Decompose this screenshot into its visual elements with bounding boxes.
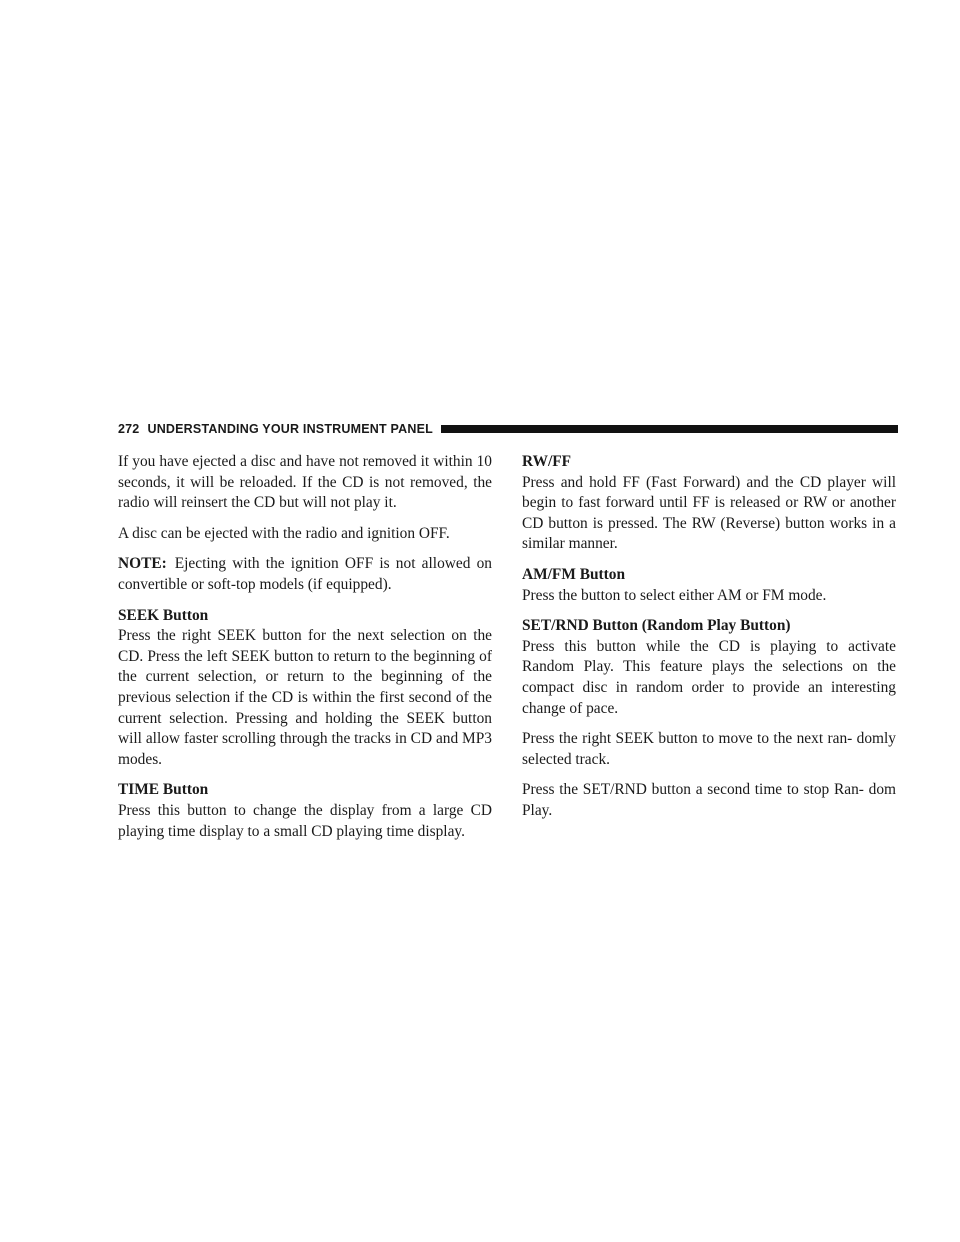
note-paragraph	[118, 554, 492, 595]
time-text: Press this button to change the display from a large CD playing time display to a small CD playing time display.	[118, 801, 492, 840]
rwff-heading: RW/FF	[522, 453, 572, 470]
page-number: 272	[118, 422, 140, 436]
page-header	[118, 420, 898, 438]
seek-heading: SEEK Button	[118, 606, 209, 624]
amfm-text: Press the button to select either AM or FM mode.	[522, 586, 827, 604]
seek-next-paragraph: Press the right SEEK button to move to the next ran- domly selected track.	[522, 730, 896, 768]
seek-section	[118, 606, 492, 771]
right-column	[522, 452, 896, 832]
note-label: NOTE:	[118, 555, 167, 573]
rwff-section	[522, 452, 896, 555]
time-section	[118, 780, 492, 842]
seek-text: Press the right SEEK button for the next selection on the CD. Press the left SEEK button to return to the beginning of the current selection, or return to the beginning of the previous selection if the CD is within the first second of the current selection. Pressing and holding the SEEK button will allow faster scrolling through the tracks in CD and MP3 modes.	[118, 627, 492, 768]
time-heading: TIME Button	[118, 781, 209, 799]
left-column	[118, 452, 492, 852]
setrnd-stop-paragraph: Press the SET/RND button a second time to stop Ran- dom Play.	[522, 781, 896, 819]
note-text: Ejecting with the ignition OFF is not allowed on convertible or soft-top models (if equipped).	[118, 555, 492, 593]
setrnd-heading: SET/RND Button (Random Play Button)	[522, 617, 791, 635]
eject-ignition-paragraph: A disc can be ejected with the radio and ignition OFF.	[118, 524, 450, 542]
setrnd-section	[522, 616, 896, 719]
amfm-heading: AM/FM Button	[522, 565, 626, 583]
eject-reload-paragraph: If you have ejected a disc and have not removed it within 10 seconds, it will be reloaded. If the CD is not removed, the radio will reinsert the CD but will not play it.	[118, 453, 492, 512]
section-title: UNDERSTANDING YOUR INSTRUMENT PANEL	[147, 422, 433, 436]
header-rule	[441, 425, 898, 433]
rwff-text: Press and hold FF (Fast Forward) and the CD player will begin to fast forward until FF is released or RW or another CD button is pressed. The RW (Reverse) button works in a similar manner.	[522, 473, 896, 553]
setrnd-text: Press this button while the CD is playing to activate Random Play. This feature plays the selections on the compact disc in random order to provide an interesting change of pace.	[522, 637, 896, 717]
amfm-section	[522, 565, 896, 606]
